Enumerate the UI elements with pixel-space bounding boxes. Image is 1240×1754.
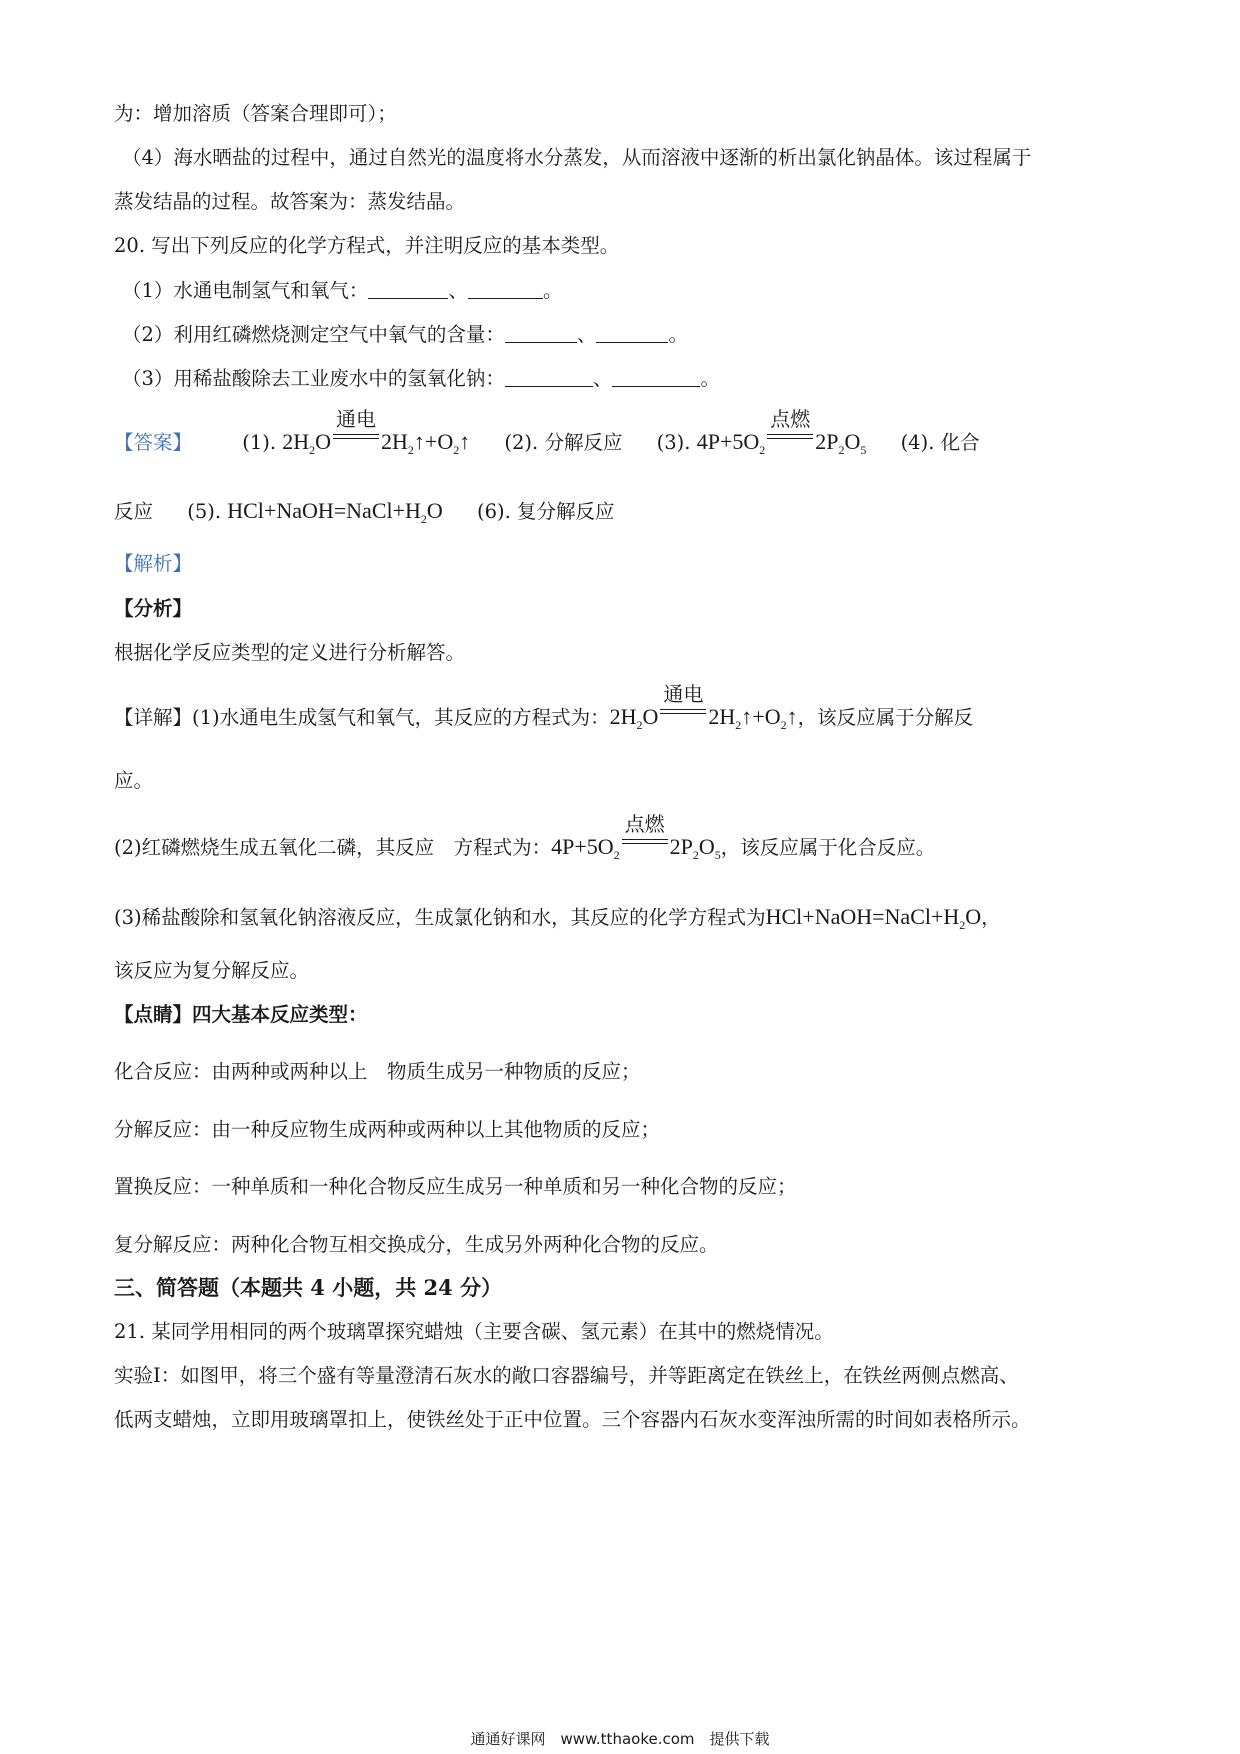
text-line: 根据化学反应类型的定义进行分析解答。 [114,641,466,664]
answer-text: 复分解反应 [517,500,615,523]
answer-num: (1). [242,431,277,454]
answer-blank [596,326,668,343]
reaction-type: 分解反应：由一种反应物生成两种或两种以上其他物质的反应； [114,1118,661,1141]
detail-line-1: 【详解】(1)水通电生成氢气和氧气，其反应的方程式为：$2H_2O$ 通电 $2H_2↑+O_2↑$，该反应属于分解反 [114,682,974,732]
answer-num: (5). [187,500,222,523]
answer-blank [505,326,577,343]
answer-text: 分解反应 [544,431,623,454]
text-line: 该反应为复分解反应。 [114,959,310,982]
analysis-heading: 【分析】 [114,597,193,620]
q20-2-text: （2）利用红磷燃烧测定空气中氧气的含量： [122,323,505,346]
question-20-1 [122,275,562,303]
answer-blank [368,282,448,299]
text-line: 实验Ⅰ：如图甲，将三个盛有等量澄清石灰水的敞口容器编号，并等距离定在铁丝上，在铁丝两侧点燃高、 [114,1364,1019,1387]
answer-blank [468,282,543,299]
q20-3-text: （3）用稀盐酸除去工业废水中的氢氧化钠： [122,367,505,390]
answer-text: 反应 [114,500,154,523]
equation-water: $2H_2O$ 通电 $2H_2↑+O_2↑$ [282,407,471,457]
equation-neutralization: $HCl+NaOH=NaCl+H_2O$ [765,904,982,932]
answer-num: (6). [477,500,511,523]
question-20: 20. 写出下列反应的化学方程式，并注明反应的基本类型。 [114,234,620,257]
answer-line-2 [114,496,615,527]
question-20-3 [122,363,720,391]
text-line: （4）海水晒盐的过程中，通过自然光的温度将水分蒸发，从而溶液中逐渐的析出氯化钠晶体。该过程属于 [122,146,1032,169]
answer-num: (4). [900,431,935,454]
answer-blank [612,370,700,387]
question-20-2 [122,319,688,347]
answer-num: (2). [504,431,539,454]
answer-num: (3). [656,431,691,454]
equation-phosphorus: $4P+5O_2$ 点燃 $2P_2O_5$ [696,407,867,457]
text-line: 应。 [114,769,154,792]
section-title: 三、简答题（本题共 4 小题，共 24 分） [114,1275,503,1300]
equation-neutralization: $HCl+NaOH=NaCl+H_2O$ [227,498,443,526]
answer-tag: 【答案】 [114,431,193,454]
answer-text: 化合 [940,431,980,454]
page-footer: 通通好课网 www.tthaoke.com 提供下载 [470,1730,770,1748]
reaction-condition: 点燃 [765,425,815,449]
tip-heading: 【点睛】四大基本反应类型： [114,1003,368,1026]
reaction-type: 化合反应：由两种或两种以上 物质生成另一种物质的反应； [114,1060,641,1083]
detail-line-2: (2)红磷燃烧生成五氧化二磷，其反应 方程式为：$4P+5O_2$ 点燃 $2P_2O_5$，该反应属于化合反应。 [114,812,936,862]
reaction-type: 置换反应：一种单质和一种化合物反应生成另一种单质和另一种化合物的反应； [114,1175,797,1198]
text-line: 蒸发结晶的过程。故答案为：蒸发结晶。 [114,190,466,213]
answer-line-1 [114,407,980,458]
q20-3-end: 。 [700,367,720,390]
q20-2-end: 。 [668,323,688,346]
answer-blank [505,370,593,387]
equation-water: $2H_2O$ 通电 $2H_2↑+O_2↑$ [609,682,798,732]
q20-1-text: （1）水通电制氢气和氧气： [122,279,369,302]
reaction-condition: 通电 [331,425,381,449]
detail-line-3: (3)稀盐酸除和氢氧化钠溶液反应，生成氯化钠和水，其反应的化学方程式为$HCl+NaOH=NaCl+H_2O$， [114,904,1001,932]
text-line: 低两支蜡烛，立即用玻璃罩扣上，使铁丝处于正中位置。三个容器内石灰水变浑浊所需的时间如表格所示。 [114,1408,1031,1431]
analysis-tag: 【解析】 [114,552,193,575]
q20-2-sep: 、 [576,323,597,346]
equation-phosphorus: $4P+5O_2$ 点燃 $2P_2O_5$ [551,812,721,862]
q20-1-sep: 、 [448,279,468,302]
question-21: 21. 某同学用相同的两个玻璃罩探究蜡烛（主要含碳、氢元素）在其中的燃烧情况。 [114,1320,834,1343]
text-line: 为：增加溶质（答案合理即可）； [114,102,397,125]
q20-3-sep: 、 [592,367,613,390]
q20-1-end: 。 [542,279,563,302]
reaction-condition: 点燃 [620,830,670,854]
reaction-type: 复分解反应：两种化合物互相交换成分，生成另外两种化合物的反应。 [114,1233,719,1256]
reaction-condition: 通电 [658,700,708,724]
